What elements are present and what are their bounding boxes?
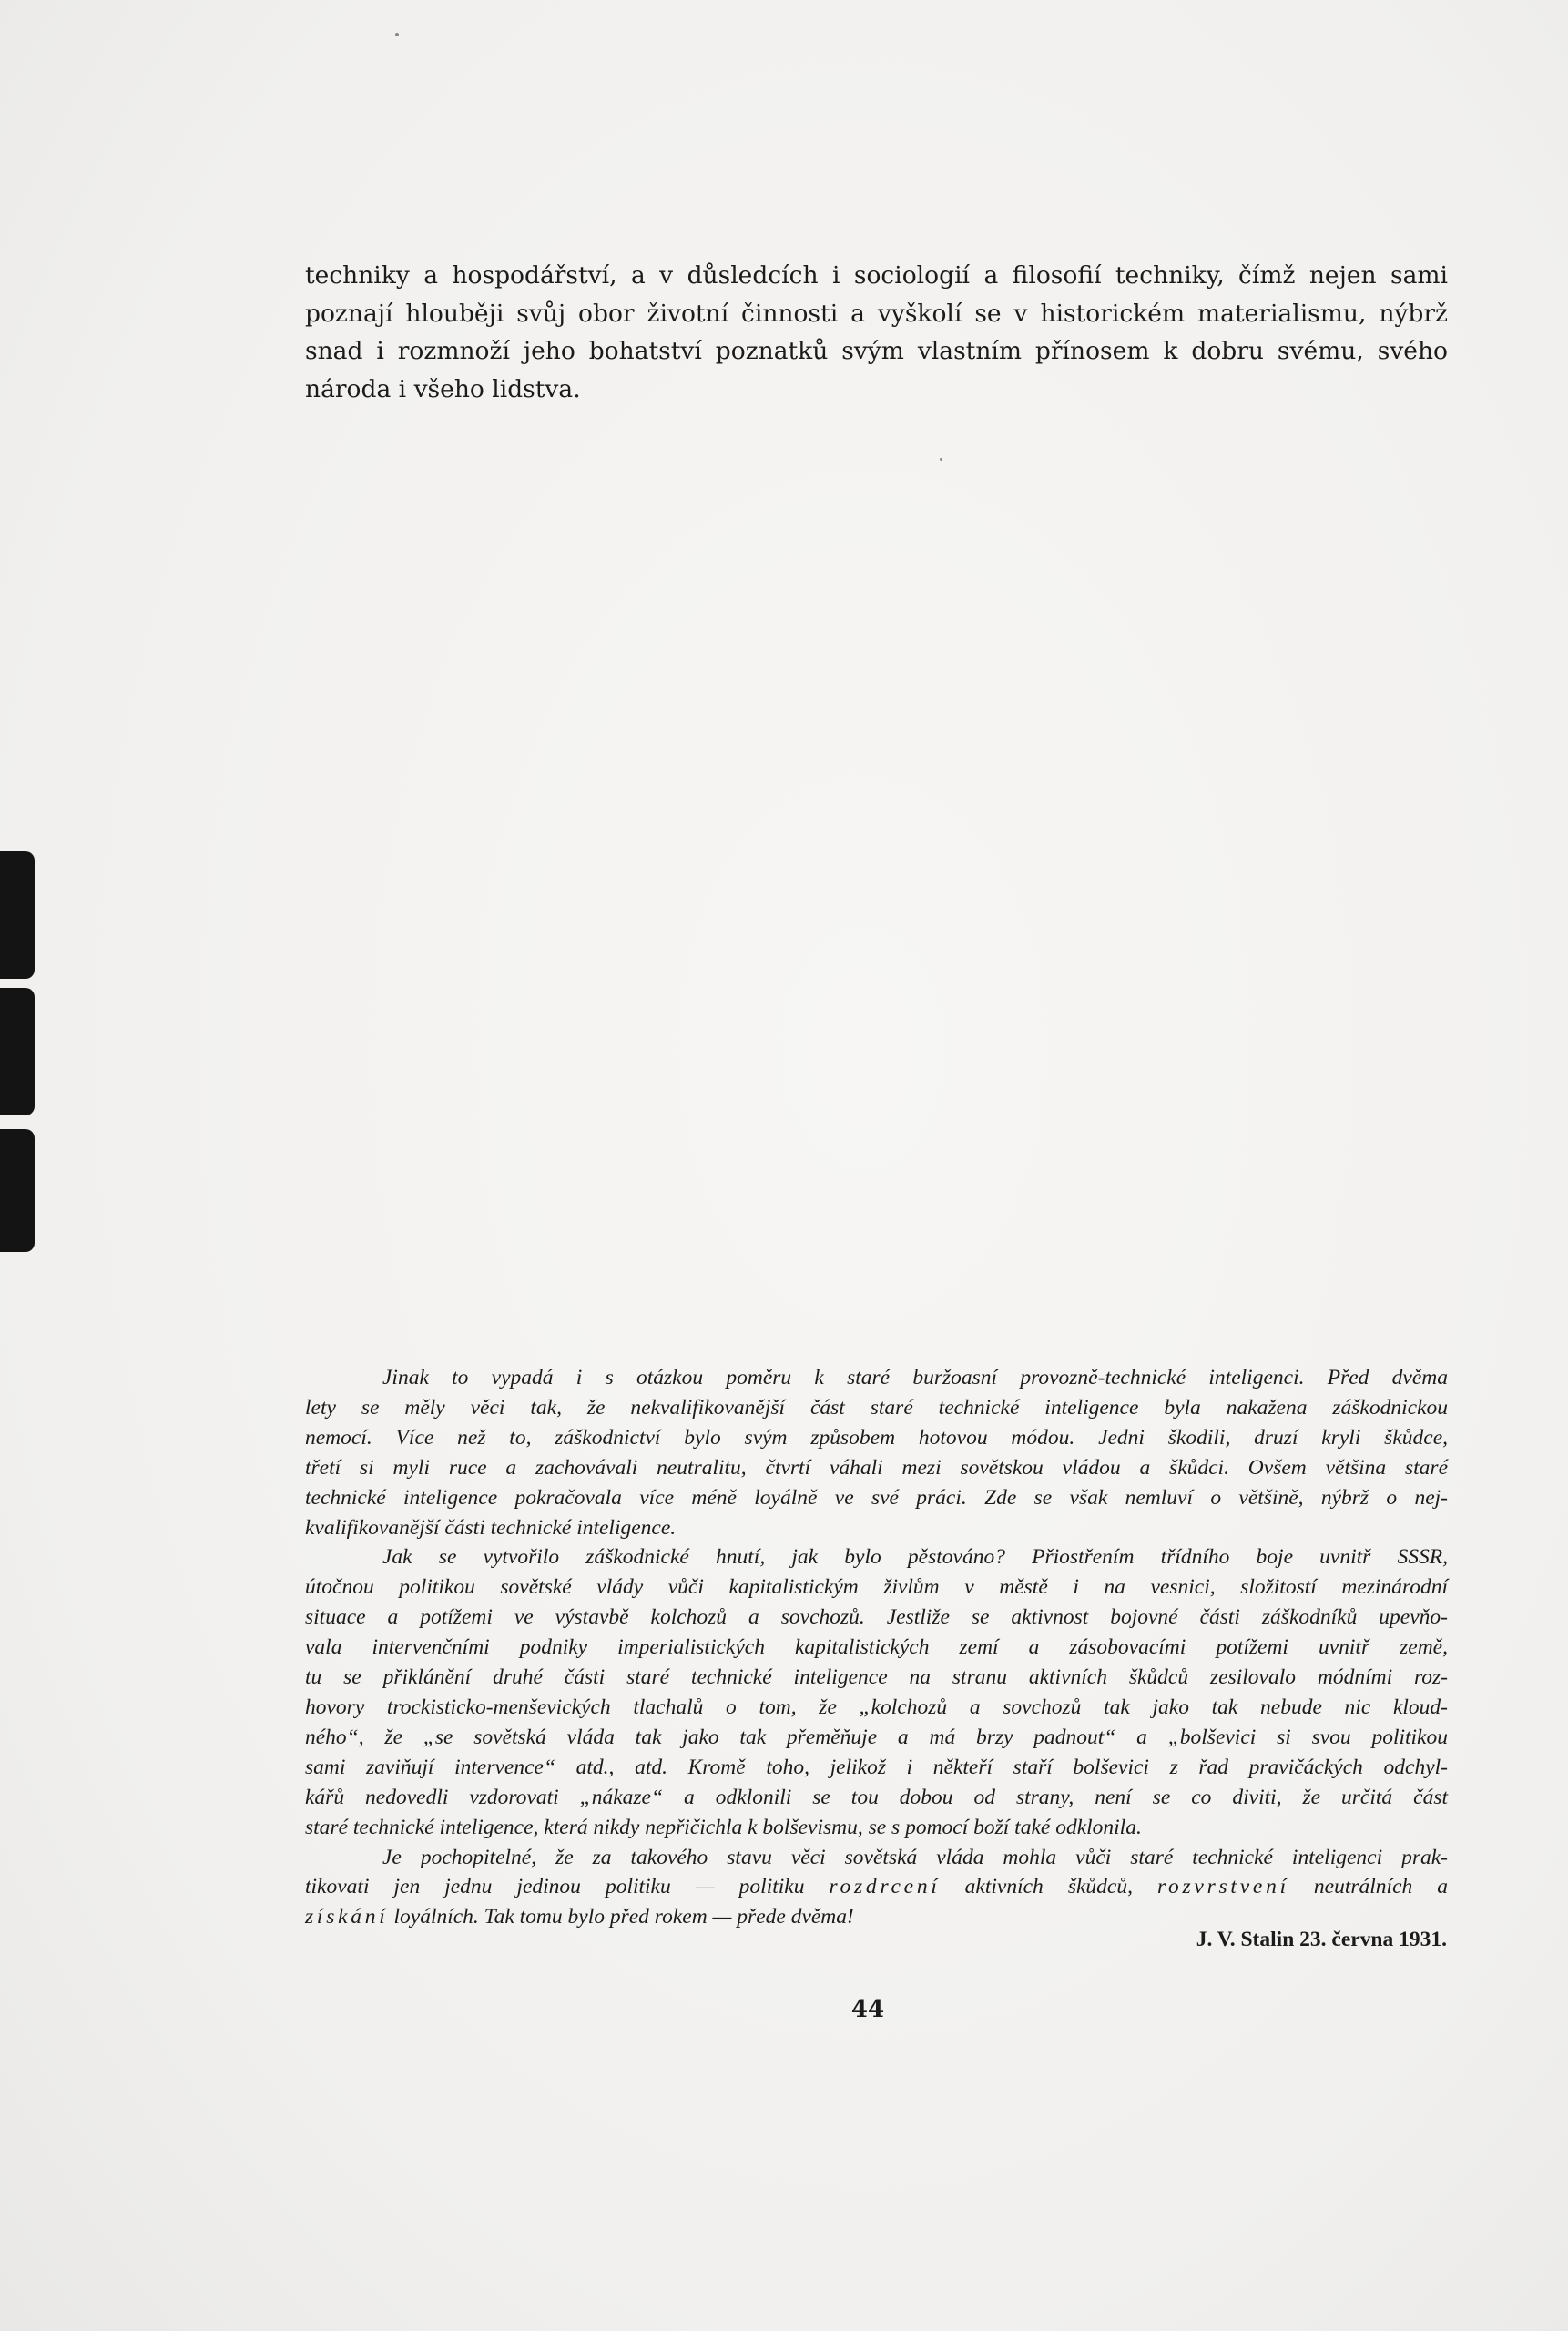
binding-clip: [0, 988, 35, 1115]
intro-paragraph: [305, 257, 1448, 408]
paper-speck: [395, 33, 399, 36]
text-line: snad i rozmnoží jeho bohatství poznatků svým vlastním přínosem k dobru svému, svého: [305, 337, 1448, 365]
text-line: kvalifikovanější části technické inteligence.: [305, 1515, 677, 1540]
stalin-quotation: [305, 1363, 1448, 1932]
text-line: [305, 1872, 1448, 1902]
spaced-emphasis: rozvrstvení: [1156, 1875, 1289, 1899]
paper-speck: [940, 458, 942, 461]
text-segment: tikovati jen jednu jedinou politiku — politiku: [305, 1875, 830, 1899]
text-line: ného“, že „se sovětská vláda tak jako tak přeměňuje a má brzy padnout“ a „bolševici si svou politikou: [305, 1725, 1448, 1749]
page-number: 44: [850, 1996, 885, 2023]
spaced-emphasis: získání: [305, 1905, 389, 1929]
text-line: hovory trockisticko-menševických tlachalů o tom, že „kolchozů a sovchozů tak jako tak nebude nic kloud-: [305, 1695, 1448, 1719]
text-line: lety se měly věci tak, že nekvalifikovanější část staré technické inteligence byla nakažena záškodnickou: [305, 1395, 1448, 1420]
text-line: útočnou politikou sovětské vlády vůči kapitalistickým živlům v městě i na vesnici, složitostí mezinárodní: [305, 1575, 1448, 1600]
quote-attribution: J. V. Stalin 23. června 1931.: [1196, 1928, 1447, 1951]
text-line: tu se přiklánění druhé části staré technické inteligence na stranu aktivních škůdců zesilovalo módními roz-: [305, 1665, 1448, 1690]
text-line: nemocí. Více než to, záškodnictví bylo svým způsobem hotovou módou. Jedni škodili, druzí kryli škůdce,: [305, 1425, 1448, 1450]
text-line: Jinak to vypadá i s otázkou poměru k staré buržoasní provozně-technické inteligenci. Před dvěma: [382, 1366, 1448, 1389]
spaced-emphasis: rozdrcení: [829, 1875, 941, 1899]
text-line: třetí si myli ruce a zachovávali neutralitu, čtvrtí váhali mezi sovětskou vládou a škůdci. Ovšem většina staré: [305, 1455, 1448, 1480]
binding-clip: [0, 851, 35, 979]
text-line: sami zaviňují intervence“ atd., atd. Kromě toho, jelikož i někteří staří bolševici z řad pravičáckých odchyl-: [305, 1755, 1448, 1779]
text-line: techniky a hospodářství, a v důsledcích i sociologií a filosofií techniky, čímž nejen sami: [305, 261, 1448, 290]
text-line: situace a potížemi ve výstavbě kolchozů a sovchozů. Jestliže se aktivnost bojovné části záškodníků upevňo-: [305, 1605, 1448, 1630]
text-segment: loyálních. Tak tomu bylo před rokem — přede dvěma!: [388, 1905, 854, 1929]
text-line: vala intervenčními podniky imperialistických kapitalistických zemí a zásobovacími potížemi uvnitř země,: [305, 1635, 1448, 1660]
binding-clip: [0, 1129, 35, 1252]
text-segment: neutrálních a: [1288, 1875, 1449, 1899]
text-line: technické inteligence pokračovala více méně loyálně ve své práci. Zde se však nemluví o většině, nýbrž o nej-: [305, 1485, 1448, 1510]
text-line: Je pochopitelné, že za takového stavu věci sovětská vláda mohla vůči staré technické inteligenci prak-: [382, 1845, 1448, 1869]
text-line: poznají hlouběji svůj obor životní činnosti a vyškolí se v historickém materialismu, nýbrž: [305, 299, 1448, 328]
text-line: národa i všeho lidstva.: [305, 374, 581, 403]
text-line: kářů nedovedli vzdorovati „nákaze“ a odklonili se tou dobou od strany, není se co diviti, že určitá část: [305, 1785, 1448, 1809]
text-segment: aktivních škůdců,: [940, 1875, 1157, 1899]
text-line: Jak se vytvořilo záškodnické hnutí, jak bylo pěstováno? Přiostřením třídního boje uvnitř SSSR,: [382, 1545, 1448, 1570]
text-line: staré technické inteligence, která nikdy nepřičichla k bolševismu, se s pomocí boží také odklonila.: [305, 1815, 1142, 1839]
